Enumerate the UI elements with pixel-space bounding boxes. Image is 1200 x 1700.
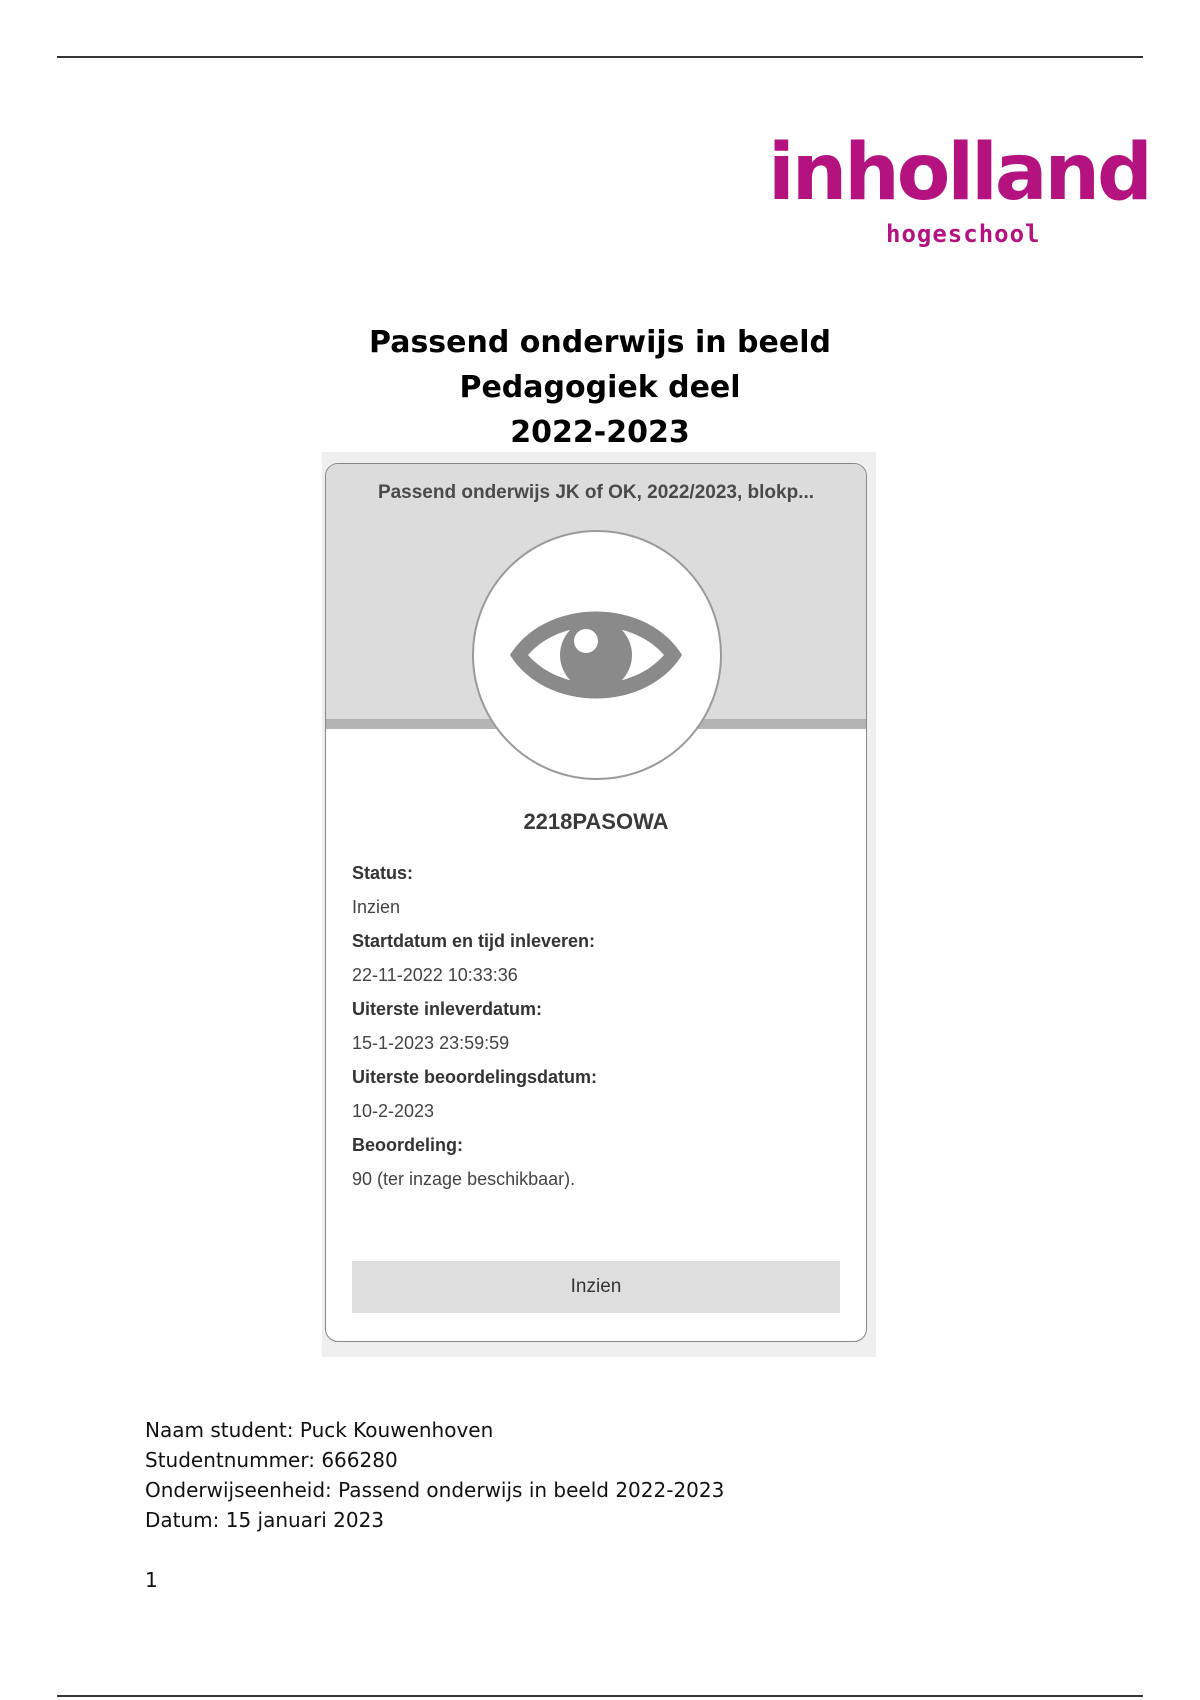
page-number: 1 — [145, 1568, 158, 1592]
student-number: Studentnummer: 666280 — [145, 1448, 398, 1472]
embedded-screenshot — [322, 452, 876, 1357]
inholland-logo — [768, 128, 1150, 250]
top-rule — [57, 56, 1143, 58]
document-date: Datum: 15 januari 2023 — [145, 1508, 385, 1532]
deadline-value: 15-1-2023 23:59:59 — [352, 1033, 510, 1053]
deadline-label: Uiterste inleverdatum: — [352, 999, 543, 1019]
student-name: Naam student: Puck Kouwenhoven — [145, 1418, 494, 1442]
grading-deadline-label: Uiterste beoordelingsdatum: — [352, 1067, 598, 1087]
eye-icon — [506, 605, 686, 705]
logo-subtitle: hogeschool — [886, 220, 1041, 248]
start-date-value: 22-11-2022 10:33:36 — [352, 965, 518, 985]
eye-icon-circle — [472, 530, 722, 780]
card-title: Passend onderwijs JK of OK, 2022/2023, blokp... — [377, 482, 815, 503]
grade-value: 90 (ter inzage beschikbaar). — [352, 1169, 576, 1189]
assignment-fields — [352, 856, 842, 1196]
assignment-card — [325, 463, 867, 1342]
assignment-code: 2218PASOWA — [523, 809, 669, 834]
title-line-1: Passend onderwijs in beeld — [369, 325, 831, 360]
document-title — [0, 320, 1200, 455]
start-date-label: Startdatum en tijd inleveren: — [352, 931, 596, 951]
bottom-rule — [57, 1695, 1143, 1697]
inzien-button[interactable]: Inzien — [352, 1261, 840, 1313]
grade-label: Beoordeling: — [352, 1135, 463, 1155]
course-unit: Onderwijseenheid: Passend onderwijs in beeld 2022-2023 — [145, 1478, 725, 1502]
logo-brand-text: inholland — [768, 128, 1150, 218]
grading-deadline-value: 10-2-2023 — [352, 1101, 435, 1121]
student-info — [145, 1415, 1045, 1535]
status-label: Status: — [352, 863, 414, 883]
title-line-2: Pedagogiek deel — [459, 370, 741, 405]
status-value: Inzien — [352, 897, 401, 917]
title-line-3: 2022-2023 — [510, 415, 690, 450]
